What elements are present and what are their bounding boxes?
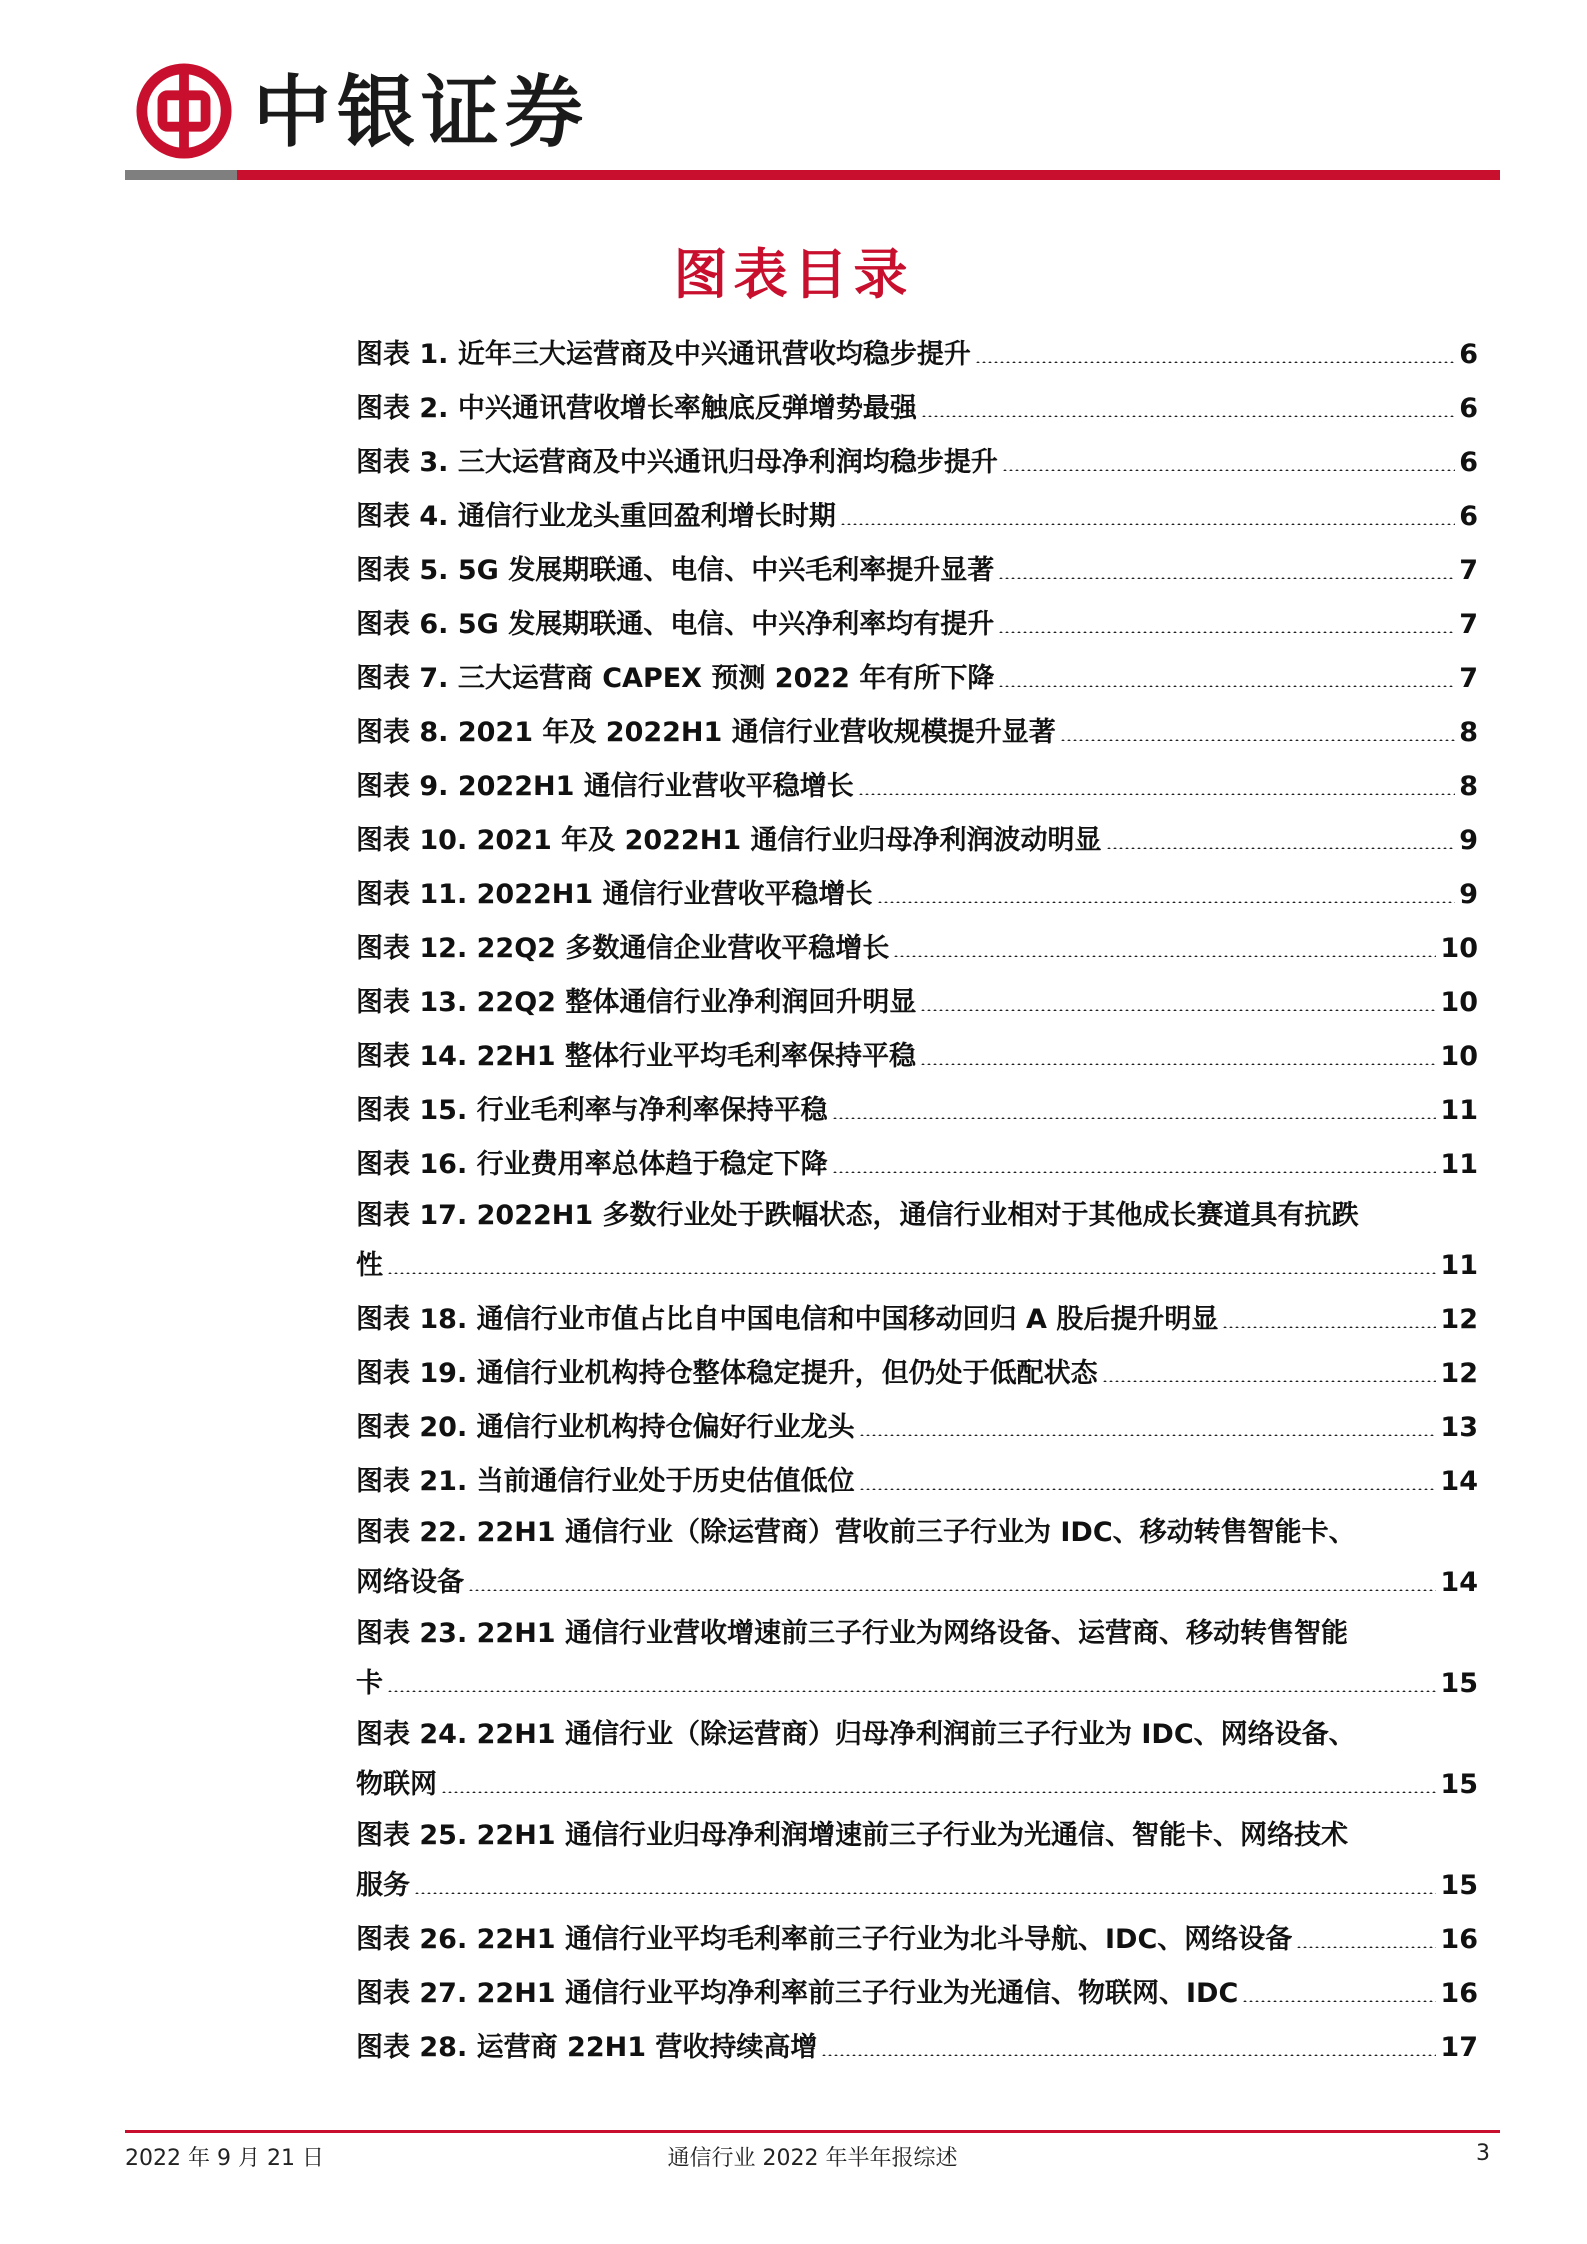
- toc-page-number[interactable]: 7: [1459, 609, 1478, 640]
- footer-report-title: 通信行业 2022 年半年报综述: [667, 2146, 958, 2171]
- toc-entry-text[interactable]: 图表 22. 22H1 通信行业（除运营商）营收前三子行业为 IDC、移动转售智能卡、: [356, 1517, 1356, 1548]
- toc-entry[interactable]: [356, 868, 1478, 922]
- page-footer: [125, 2130, 1500, 2173]
- toc-entry-text[interactable]: 图表 27. 22H1 通信行业平均净利率前三子行业为光通信、物联网、IDC: [356, 1978, 1239, 2009]
- toc-entry-text[interactable]: 图表 3. 三大运营商及中兴通讯归母净利润均稳步提升: [356, 447, 998, 478]
- toc-leader-dots: [877, 901, 1456, 903]
- toc-leader-dots: [441, 1791, 1436, 1793]
- toc-entry-text[interactable]: 图表 11. 2022H1 通信行业营收平稳增长: [356, 879, 873, 910]
- toc-page-number[interactable]: 7: [1459, 555, 1478, 586]
- page-header: [125, 62, 1500, 187]
- footer-page-number: 3: [1476, 2141, 1490, 2166]
- toc-leader-dots: [414, 1892, 1436, 1894]
- toc-leader-dots: [468, 1589, 1436, 1591]
- toc-leader-dots: [1242, 2000, 1436, 2002]
- toc-entry[interactable]: [356, 1967, 1478, 2021]
- toc-page-number[interactable]: 6: [1459, 339, 1478, 370]
- toc-entry[interactable]: [356, 1138, 1478, 1192]
- toc-page-number[interactable]: 16: [1440, 1924, 1478, 1955]
- page-title: 图表目录: [673, 242, 914, 306]
- toc-entry[interactable]: [356, 598, 1478, 652]
- toc-page-number[interactable]: 7: [1459, 663, 1478, 694]
- toc-page-number[interactable]: 8: [1459, 717, 1478, 748]
- toc-page-number[interactable]: 6: [1459, 501, 1478, 532]
- toc-entry-text[interactable]: 图表 8. 2021 年及 2022H1 通信行业营收规模提升显著: [356, 717, 1056, 748]
- toc-entry[interactable]: [356, 1084, 1478, 1138]
- toc-entry-text[interactable]: 图表 17. 2022H1 多数行业处于跌幅状态，通信行业相对于其他成长赛道具有抗跌: [356, 1200, 1359, 1231]
- toc-page-number[interactable]: 6: [1459, 393, 1478, 424]
- toc-leader-dots: [975, 361, 1455, 363]
- toc-page-number[interactable]: 15: [1440, 1668, 1478, 1699]
- toc-entry-text[interactable]: 图表 21. 当前通信行业处于历史估值低位: [356, 1466, 855, 1497]
- toc-entry-text[interactable]: 图表 25. 22H1 通信行业归母净利润增速前三子行业为光通信、智能卡、网络技术: [356, 1820, 1348, 1851]
- toc-page-number[interactable]: 14: [1440, 1567, 1478, 1598]
- toc-entry-text-continued[interactable]: 服务: [356, 1870, 410, 1901]
- toc-leader-dots: [893, 955, 1436, 957]
- toc-leader-dots: [998, 685, 1455, 687]
- toc-entry[interactable]: [356, 976, 1478, 1030]
- brand-name: 中银证券: [253, 67, 590, 158]
- toc-entry-text[interactable]: 图表 12. 22Q2 多数通信企业营收平稳增长: [356, 933, 890, 964]
- toc-page-number[interactable]: 9: [1459, 825, 1478, 856]
- toc-page-number[interactable]: 9: [1459, 879, 1478, 910]
- toc-leader-dots: [998, 631, 1455, 633]
- toc-leader-dots: [1102, 1380, 1437, 1382]
- toc-entry[interactable]: [356, 814, 1478, 868]
- toc-page-number[interactable]: 17: [1440, 2032, 1478, 2063]
- toc-entry-text[interactable]: 图表 6. 5G 发展期联通、电信、中兴净利率均有提升: [356, 609, 995, 640]
- toc-entry-text[interactable]: 图表 19. 通信行业机构持仓整体稳定提升，但仍处于低配状态: [356, 1358, 1098, 1389]
- toc-entry-text[interactable]: 图表 14. 22H1 整体行业平均毛利率保持平稳: [356, 1041, 916, 1072]
- toc-entry[interactable]: [356, 490, 1478, 544]
- footer-date: 2022 年 9 月 21 日: [125, 2146, 324, 2171]
- toc-page-number[interactable]: 13: [1440, 1412, 1478, 1443]
- toc-entry[interactable]: [356, 1293, 1478, 1347]
- toc-entry-text[interactable]: 图表 5. 5G 发展期联通、电信、中兴毛利率提升显著: [356, 555, 995, 586]
- toc-page-number[interactable]: 11: [1440, 1149, 1478, 1180]
- toc-entry-text[interactable]: 图表 16. 行业费用率总体趋于稳定下降: [356, 1149, 828, 1180]
- toc-entry-text[interactable]: 图表 13. 22Q2 整体通信行业净利润回升明显: [356, 987, 917, 1018]
- toc-leader-dots: [920, 1063, 1436, 1065]
- toc-entry[interactable]: [356, 760, 1478, 814]
- toc-leader-dots: [858, 793, 1455, 795]
- toc-page-number[interactable]: 12: [1440, 1304, 1478, 1335]
- toc-page-number[interactable]: 8: [1459, 771, 1478, 802]
- toc-leader-dots: [1106, 847, 1456, 849]
- toc-entry[interactable]: [356, 1401, 1478, 1455]
- toc-entry[interactable]: [356, 1711, 1478, 1812]
- toc-page-number[interactable]: 11: [1440, 1250, 1478, 1281]
- toc-entry[interactable]: [356, 328, 1478, 382]
- toc-entry-text-continued[interactable]: 卡: [356, 1668, 383, 1699]
- toc-entry[interactable]: [356, 1192, 1478, 1293]
- toc-leader-dots: [1060, 739, 1455, 741]
- toc-leader-dots: [1002, 469, 1455, 471]
- toc-entry-text[interactable]: 图表 10. 2021 年及 2022H1 通信行业归母净利润波动明显: [356, 825, 1102, 856]
- toc-entry-text-continued[interactable]: 性: [356, 1250, 383, 1281]
- header-rule-gray: [125, 170, 237, 180]
- toc-entry[interactable]: [356, 544, 1478, 598]
- toc-page-number[interactable]: 10: [1440, 1041, 1478, 1072]
- toc-leader-dots: [832, 1117, 1437, 1119]
- bank-of-china-logo-icon: [135, 62, 233, 160]
- toc-entry-text[interactable]: 图表 23. 22H1 通信行业营收增速前三子行业为网络设备、运营商、移动转售智能: [356, 1618, 1348, 1649]
- toc-page-number[interactable]: 12: [1440, 1358, 1478, 1389]
- toc-entry-text[interactable]: 图表 9. 2022H1 通信行业营收平稳增长: [356, 771, 854, 802]
- toc-entry[interactable]: [356, 382, 1478, 436]
- toc-entry[interactable]: [356, 2021, 1478, 2075]
- toc-leader-dots: [859, 1434, 1437, 1436]
- toc-leader-dots: [387, 1690, 1436, 1692]
- toc-page-number[interactable]: 10: [1440, 933, 1478, 964]
- toc-entry-text[interactable]: 图表 24. 22H1 通信行业（除运营商）归母净利润前三子行业为 IDC、网络设备、: [356, 1719, 1356, 1750]
- toc-leader-dots: [1222, 1326, 1436, 1328]
- header-rule-red: [237, 170, 1500, 180]
- toc-entry[interactable]: [356, 922, 1478, 976]
- toc-entry[interactable]: [356, 1610, 1478, 1711]
- toc-entry[interactable]: [356, 1509, 1478, 1610]
- toc-entry[interactable]: [356, 706, 1478, 760]
- toc-entry-text-continued[interactable]: 物联网: [356, 1769, 437, 1800]
- toc-entry-text[interactable]: 图表 1. 近年三大运营商及中兴通讯营收均稳步提升: [356, 339, 971, 370]
- toc-entry-text[interactable]: 图表 18. 通信行业市值占比自中国电信和中国移动回归 A 股后提升明显: [356, 1304, 1219, 1335]
- toc-entry-text[interactable]: 图表 7. 三大运营商 CAPEX 预测 2022 年有所下降: [356, 663, 995, 694]
- toc-entry[interactable]: [356, 1347, 1478, 1401]
- toc-entry-text[interactable]: 图表 28. 运营商 22H1 营收持续高增: [356, 2032, 818, 2063]
- toc-leader-dots: [921, 415, 1455, 417]
- toc-entry-text-continued[interactable]: 网络设备: [356, 1567, 464, 1598]
- toc-page-number[interactable]: 15: [1440, 1870, 1478, 1901]
- toc-page-number[interactable]: 15: [1440, 1769, 1478, 1800]
- toc-page-number[interactable]: 11: [1440, 1095, 1478, 1126]
- toc-page-number[interactable]: 16: [1440, 1978, 1478, 2009]
- toc-entry-text[interactable]: 图表 4. 通信行业龙头重回盈利增长时期: [356, 501, 836, 532]
- toc-leader-dots: [920, 1009, 1436, 1011]
- toc-entry-text[interactable]: 图表 15. 行业毛利率与净利率保持平稳: [356, 1095, 828, 1126]
- toc-leader-dots: [840, 523, 1455, 525]
- toc-leader-dots: [387, 1272, 1436, 1274]
- toc-entry[interactable]: [356, 436, 1478, 490]
- toc-entry[interactable]: [356, 652, 1478, 706]
- toc-leader-dots: [832, 1171, 1437, 1173]
- toc-entry[interactable]: [356, 1455, 1478, 1509]
- toc-entry[interactable]: [356, 1812, 1478, 1913]
- toc-page-number[interactable]: 6: [1459, 447, 1478, 478]
- toc-entry[interactable]: [356, 1030, 1478, 1084]
- table-of-figures: [356, 328, 1478, 2075]
- toc-entry-text[interactable]: 图表 2. 中兴通讯营收增长率触底反弹增势最强: [356, 393, 917, 424]
- toc-leader-dots: [998, 577, 1455, 579]
- toc-entry-text[interactable]: 图表 26. 22H1 通信行业平均毛利率前三子行业为北斗导航、IDC、网络设备: [356, 1924, 1293, 1955]
- toc-leader-dots: [1296, 1946, 1436, 1948]
- toc-page-number[interactable]: 10: [1440, 987, 1478, 1018]
- toc-leader-dots: [859, 1488, 1437, 1490]
- toc-leader-dots: [821, 2054, 1436, 2056]
- toc-page-number[interactable]: 14: [1440, 1466, 1478, 1497]
- toc-entry-text[interactable]: 图表 20. 通信行业机构持仓偏好行业龙头: [356, 1412, 855, 1443]
- toc-entry[interactable]: [356, 1913, 1478, 1967]
